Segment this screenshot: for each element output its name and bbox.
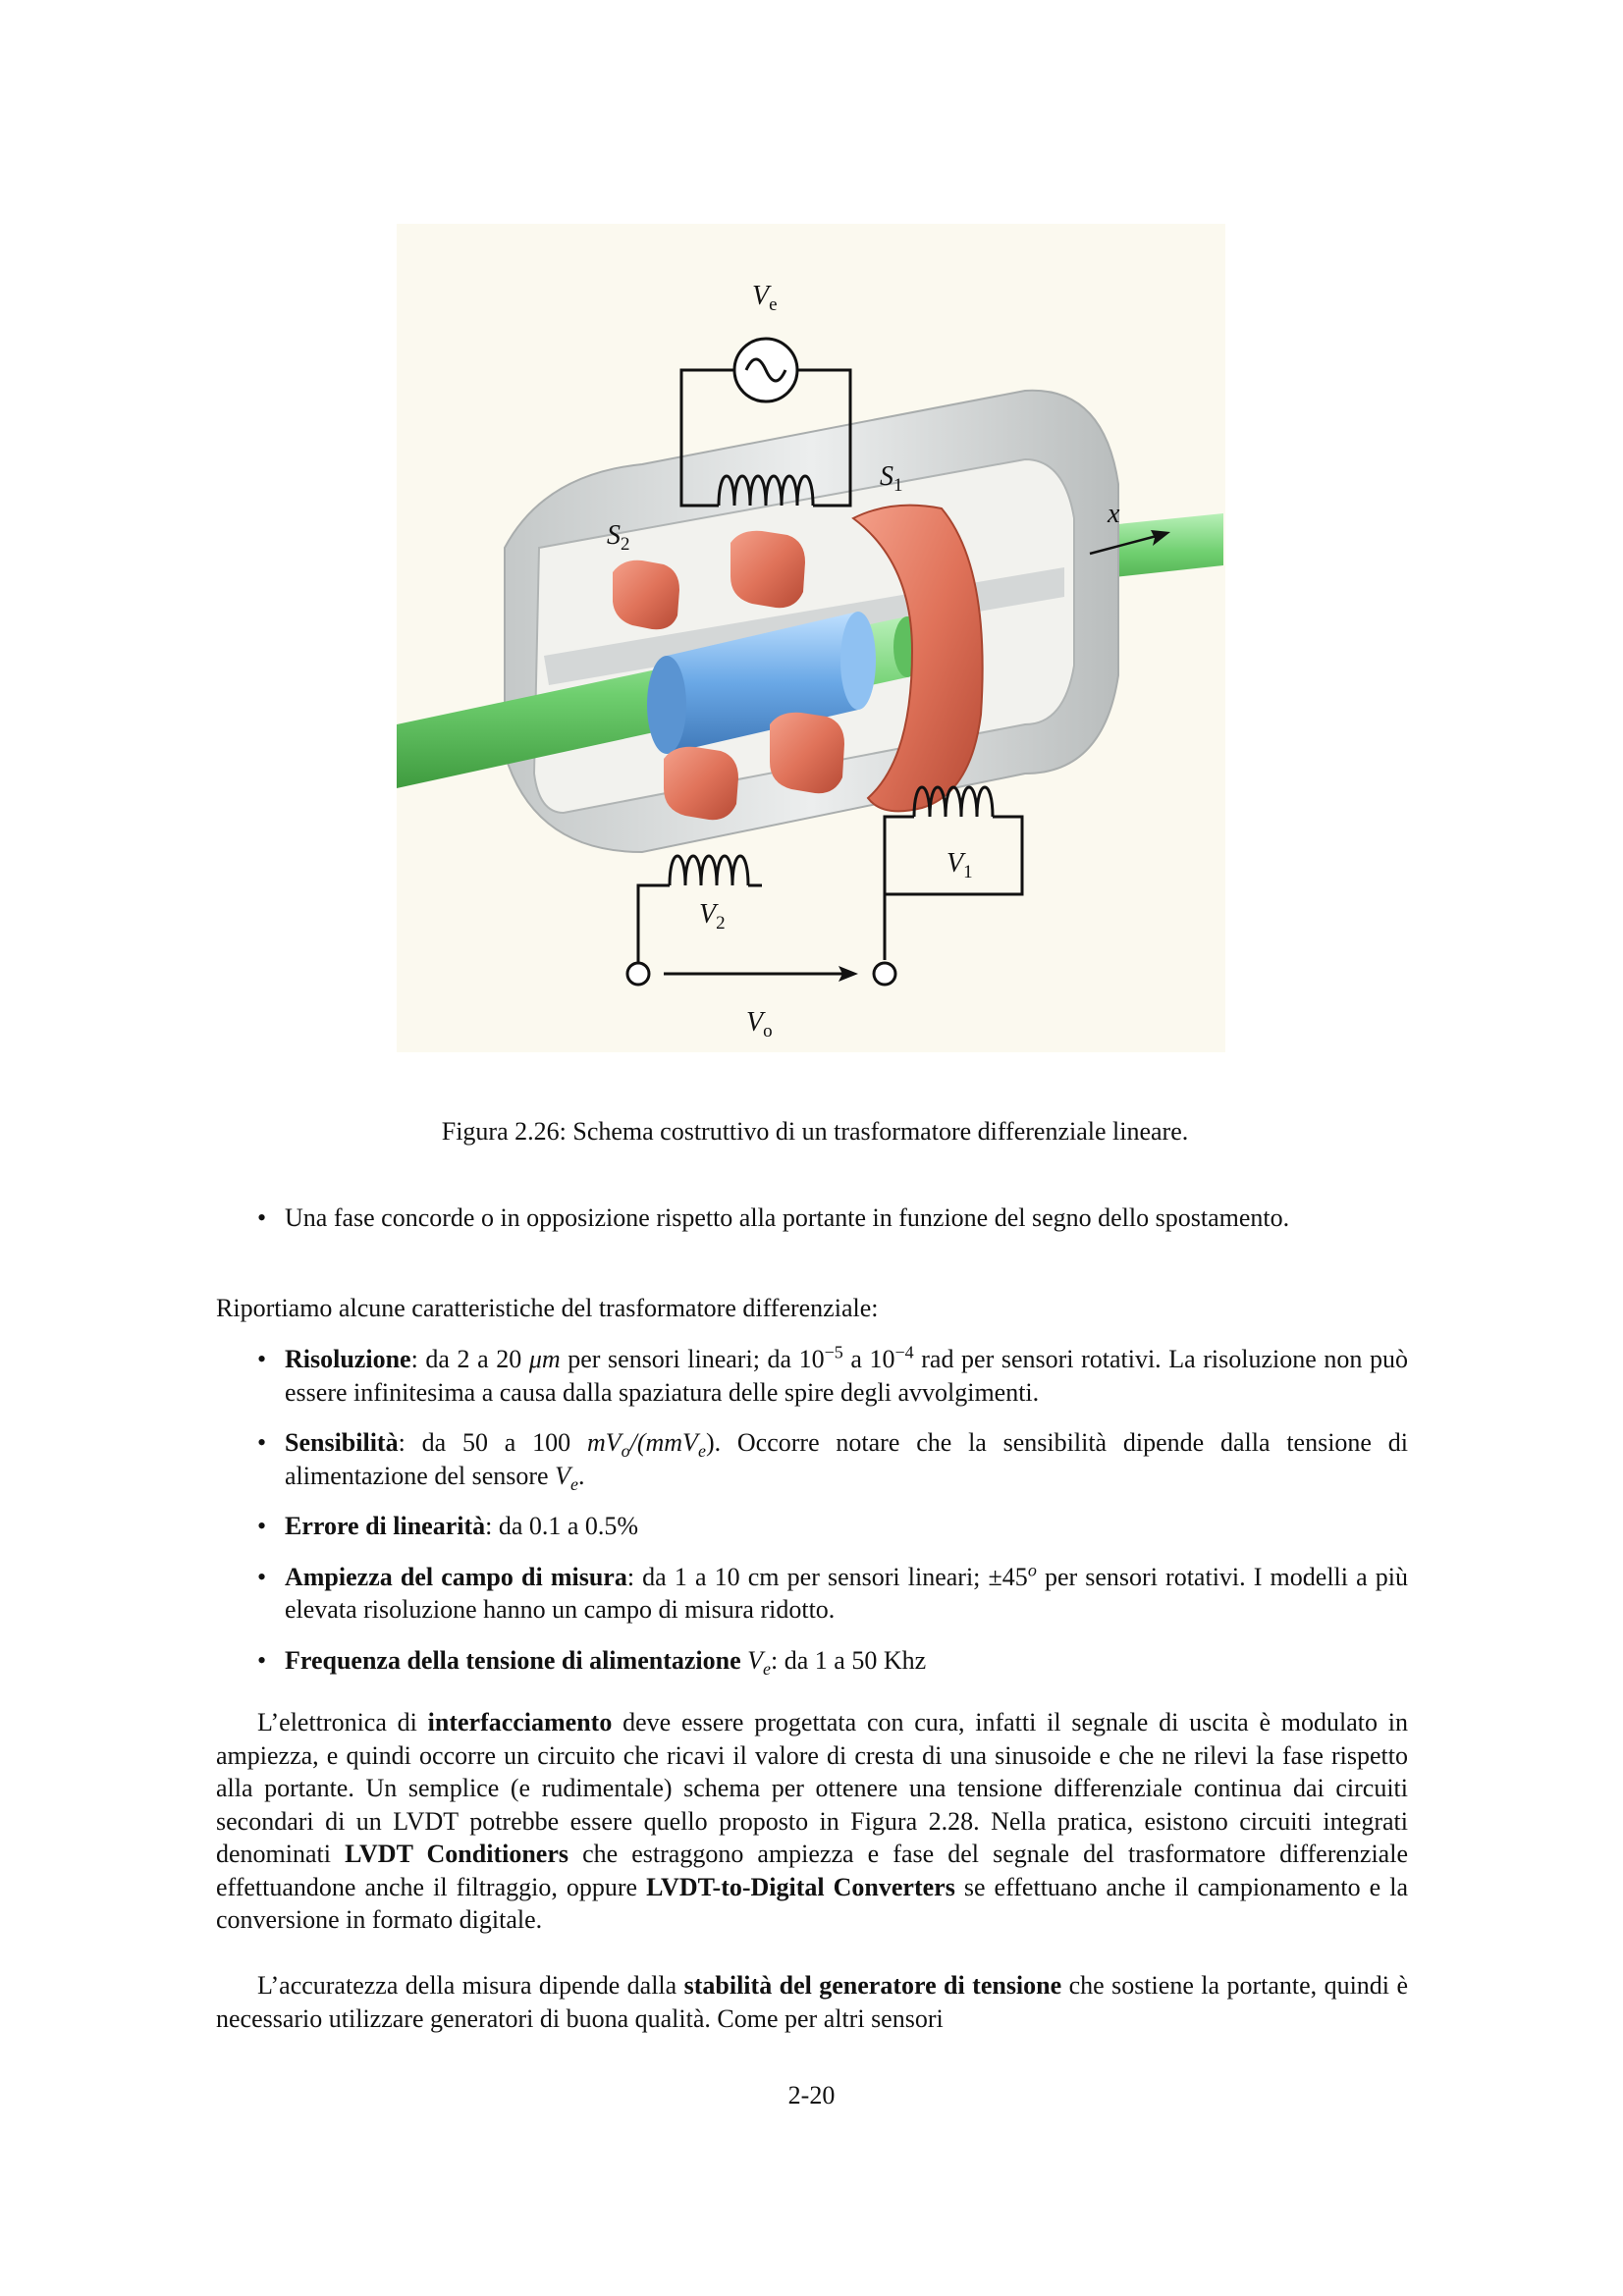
label-ve: $V_e$ [752, 281, 778, 315]
paragraph-accuratezza: L’accuratezza della misura dipende dalla stabilità del generatore di tensione che sostiene la portante, quindi è necessario utilizzare generatori di buona qualità. Come per altri sensori [216, 1971, 1408, 2033]
terminal-right [874, 963, 895, 985]
label-s1: $S_1$ [880, 461, 903, 496]
bullet-icon: • [257, 1562, 267, 1591]
coil-s2-top [613, 561, 679, 629]
bullet-icon: • [257, 1428, 267, 1457]
coil-primary-top [730, 531, 805, 608]
lvdt-diagram [397, 224, 1225, 1052]
label-x: x [1108, 499, 1120, 529]
bullet-icon: • [257, 1203, 267, 1232]
page-number: 2-20 [787, 2081, 836, 2109]
list-item-frequenza: • Frequenza della tensione di alimentazione $V_e$: da 1 a 50 Khz [257, 1645, 927, 1679]
label-vo: $V_o$ [746, 1007, 773, 1041]
coil-s2-bottom [664, 747, 738, 820]
terminal-left [627, 963, 649, 985]
lvdt-figure [397, 224, 1225, 1052]
coil-primary-bottom [770, 713, 844, 793]
intro-characteristics: Riportiamo alcune caratteristiche del trasformatore differenziale: [216, 1294, 879, 1322]
list-item: • Una fase concorde o in opposizione rispetto alla portante in funzione del segno dello spostamento. [216, 1201, 1408, 1235]
list-item-sensibilita: • Sensibilità: da 50 a 100 $mV_o/(mmV_e)$. Occorre notare che la sensibilità dipende dalla tensione di alimentazione del sensore $V_e$. [257, 1428, 1409, 1494]
label-v1: $V_1$ [947, 848, 973, 882]
list-item-errore-linearita: • Errore di linearità: da 0.1 a 0.5% [216, 1510, 1408, 1543]
characteristics-list [216, 1343, 1408, 1677]
label-v2: $V_2$ [699, 899, 726, 934]
list-item-ampiezza-campo: • Ampiezza del campo di misura: da 1 a 10 cm per sensori lineari; $\pm 45^o$ per sensori rotativi. I modelli a più elevata risoluzione hanno un campo di misura ridotto. [257, 1559, 1409, 1624]
bullet-list-phase [216, 1201, 1408, 1235]
figure-caption: Figura 2.26: Schema costruttivo di un trasformatore differenziale lineare. [441, 1117, 1189, 1146]
bullet-icon: • [257, 1345, 267, 1373]
core-right-face [840, 612, 876, 710]
label-s2: $S_2$ [607, 520, 630, 555]
bullet-icon: • [257, 1512, 267, 1540]
bullet-icon: • [257, 1645, 267, 1675]
paragraph-interfacciamento: L’elettronica di interfacciamento deve essere progettata con cura, infatti il segnale di uscita è modulato in ampiezza, e quindi occorre un circuito che ricavi il valore di cresta di una sinusoide e che ne rilevi la fase rispetto alla portante. Un semplice (e rudimentale) schema per ottenere una tensione differenziale continua dai circuiti secondari di un LVDT potrebbe essere quello proposto in Figura 2.28. Nella pratica, esistono circuiti integrati denominati LVDT Conditioners che estraggono ampiezza e fase del segnale del trasformatore differenziale effettuandone anche il filtraggio, oppure LVDT-to-Digital Converters se effettuano anche il campionamento e la conversione in formato digitale. [216, 1708, 1409, 1934]
core-left-face [647, 656, 686, 754]
list-item-risoluzione: • Risoluzione: da 2 a 20 μm per sensori lineari; da $10^{-5}$ a $10^{-4}$ rad per sensori rotativi. La risoluzione non può essere infinitesima a causa dalla spaziatura delle spire degli avvolgimenti. [257, 1342, 1408, 1407]
